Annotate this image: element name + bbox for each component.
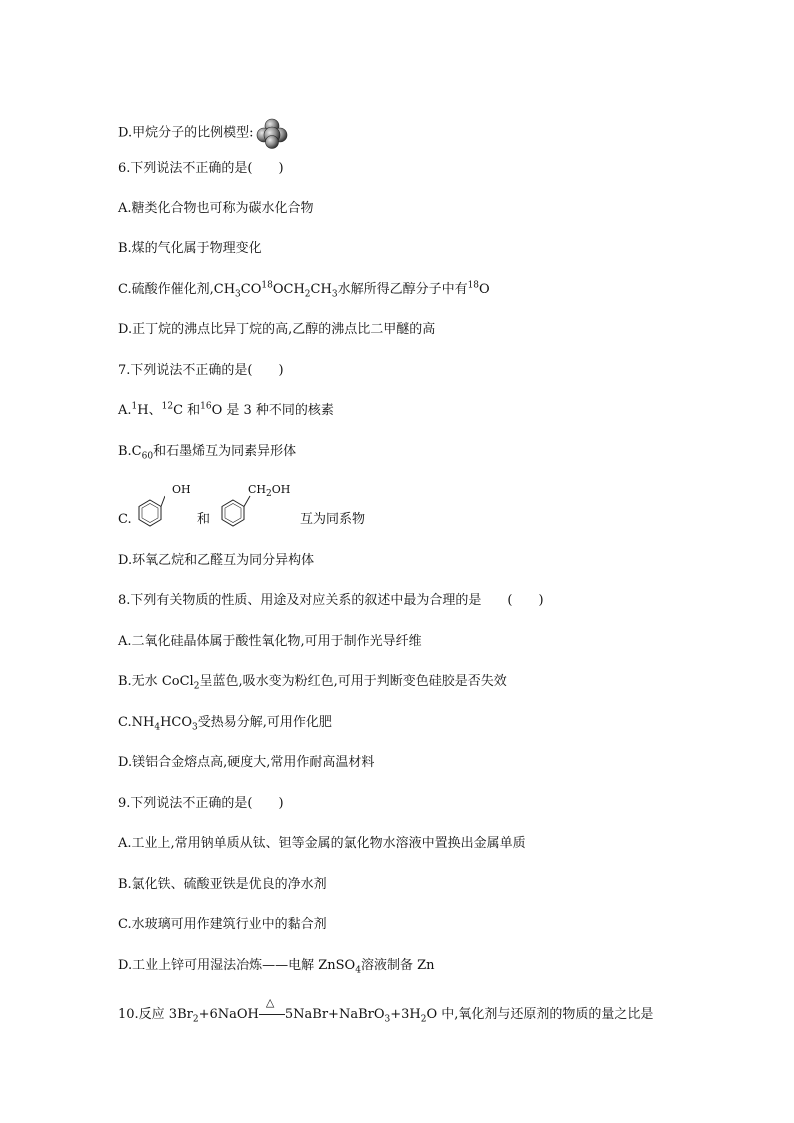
q5-option-d [118,117,289,149]
q7a-p4: O 是 3 种不同的核素 [211,403,334,418]
q7a-p1: A. [118,403,132,418]
methane-model-icon [255,117,289,149]
q7-stem: 7.下列说法不正确的是( ) [118,363,284,378]
reaction-arrow [259,996,285,1024]
q9d-s1: 4 [355,965,361,976]
q7a-sup3: 16 [200,401,212,412]
q9d-p2: 溶液制备 Zn [360,958,435,973]
q8b-p2: 呈蓝色,吸水变为粉红色,可用于判断变色硅胶是否失效 [199,674,507,689]
q5-option-d-text: D.甲烷分子的比例模型: [118,125,254,141]
q6c-sup1: 18 [261,280,273,291]
phenol-oh-label: OH [172,483,191,496]
q7b-s1: 60 [141,451,154,462]
q10-p3: 5NaBr+NaBrO [284,1007,385,1022]
q6c-s1: 3 [235,289,241,300]
q6-stem: 6.下列说法不正确的是( ) [118,161,284,176]
q9-option-b: B.氯化铁、硫酸亚铁是优良的净水剂 [118,877,327,892]
q10-p2: +6NaOH [198,1007,259,1022]
q10-s2: 3 [384,1014,391,1025]
q9-stem: 9.下列说法不正确的是( ) [118,796,284,811]
q8-option-c [118,714,332,732]
q9-option-d [118,957,434,975]
q8-option-d: D.镁铝合金熔点高,硬度大,常用作耐高温材料 [118,755,375,770]
q7b-p1: B.C [118,444,142,459]
q6-option-c [118,281,490,299]
heat-triangle-icon: △ [265,996,275,1009]
q8c-s2: 3 [192,722,198,733]
q8-stem: 8.下列有关物质的性质、用途及对应关系的叙述中最为合理的是 ( ) [118,593,544,608]
q6c-p1: C.硫酸作催化剂,CH [118,282,236,297]
benzyl-ch2oh-label [248,483,291,500]
q8c-p1: C.NH [118,715,155,730]
q7-option-c-label: C. [118,512,132,527]
q7-option-c-and: 和 [197,512,211,527]
benzyl-alcohol-structure-icon [218,494,254,528]
q6-option-b: B.煤的气化属于物理变化 [118,241,262,256]
q8b-s1: 2 [193,681,200,692]
q7a-sup1: 1 [131,401,138,412]
q9d-p1: D.工业上锌可用湿法冶炼——电解 ZnSO [118,958,356,973]
q8c-p3: 受热易分解,可用作化肥 [197,715,332,730]
q8-option-b [118,673,507,691]
q8-option-a: A.二氧化硅晶体属于酸性氧化物,可用于制作光导纤维 [118,634,422,649]
phenol-structure-icon [135,494,165,528]
q10-s1: 2 [192,1014,199,1025]
q6c-s2: 2 [304,289,311,300]
q7-option-b [118,443,296,461]
ch2oh-sub: 2 [266,489,272,500]
q8c-s1: 4 [154,722,161,733]
q10-s3: 2 [420,1014,427,1025]
q6c-p2: CO [240,282,262,297]
q6c-p6: O [479,282,490,297]
equals-line-icon [259,1014,285,1015]
q6c-p5: 水解所得乙醇分子中有 [337,282,468,297]
ch2oh-p2: OH [271,483,291,496]
q6-option-a: A.糖类化合物也可称为碳水化合物 [118,201,314,216]
q6c-s3: 3 [331,289,338,300]
q10-p1: 10.反应 3Br [118,1007,193,1022]
ch2oh-p1: CH [248,483,267,496]
q7-option-a [118,402,334,420]
q8c-p2: HCO [160,715,193,730]
q8b-p1: B.无水 CoCl [118,674,194,689]
q7a-sup2: 12 [161,401,174,412]
q6c-p4: CH [310,282,332,297]
q9-option-a: A.工业上,常用钠单质从钛、钽等金属的氯化物水溶液中置换出金属单质 [118,836,526,851]
q6c-p3: OCH [272,282,305,297]
q7-option-d: D.环氧乙烷和乙醛互为同分异构体 [118,553,315,568]
q6-option-d: D.正丁烷的沸点比异丁烷的高,乙醇的沸点比二甲醚的高 [118,322,436,337]
q10-p5: O 中,氧化剂与还原剂的物质的量之比是 [426,1007,654,1022]
q7a-p3: C 和 [173,403,201,418]
q7-option-c-tail: 互为同系物 [300,512,366,527]
q10-stem [118,996,654,1025]
q10-p4: +3H [390,1007,421,1022]
q7b-p2: 和石墨烯互为同素异形体 [153,444,297,459]
q6c-sup2: 18 [467,280,480,291]
q9-option-c: C.水玻璃可用作建筑行业中的黏合剂 [118,917,327,932]
q7a-p2: H、 [137,403,162,418]
